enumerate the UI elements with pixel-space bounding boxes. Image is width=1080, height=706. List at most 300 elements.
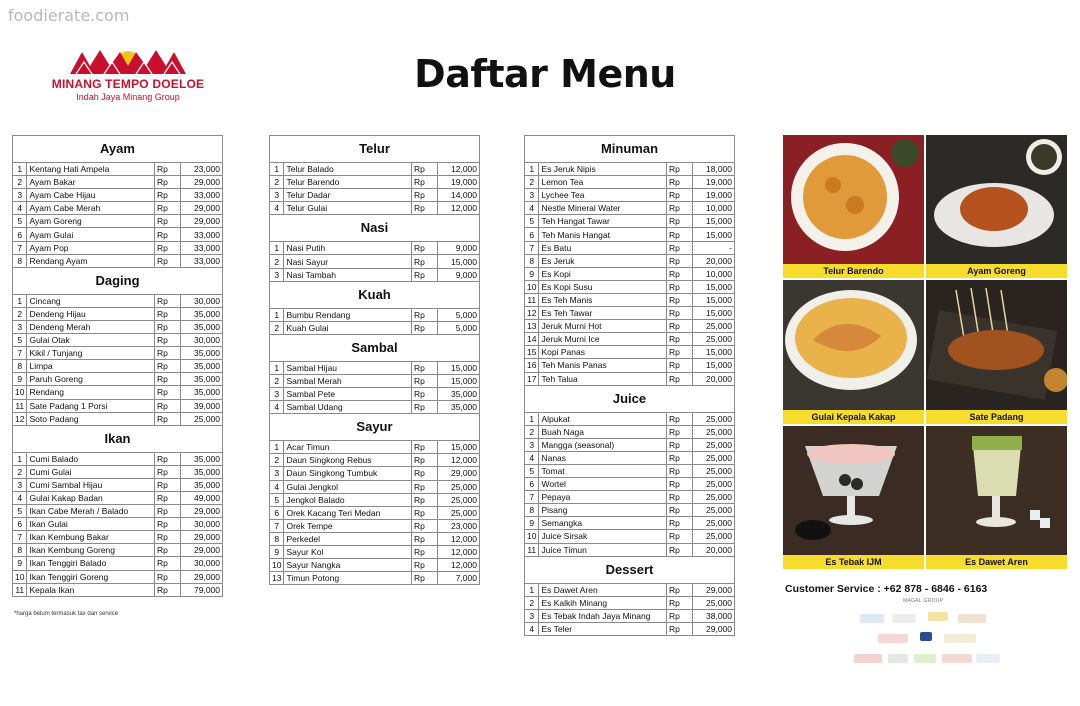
currency-label: Rp (412, 308, 438, 321)
item-number: 8 (525, 504, 539, 517)
item-number: 7 (13, 347, 27, 360)
item-name: Limpa (27, 360, 155, 373)
item-number: 7 (525, 241, 539, 254)
currency-label: Rp (667, 359, 693, 372)
menu-row (13, 557, 223, 570)
item-name: Cumi Gulai (27, 465, 155, 478)
item-name: Jeruk Murni Ice (539, 333, 667, 346)
currency-label: Rp (667, 504, 693, 517)
item-name: Perkedel (284, 532, 412, 545)
menu-row (270, 480, 480, 493)
item-name: Cincang (27, 294, 155, 307)
currency-label: Rp (667, 412, 693, 425)
item-name: Alpukat (539, 412, 667, 425)
item-number: 11 (525, 543, 539, 556)
item-price: 35,000 (181, 360, 223, 373)
menu-row (13, 176, 223, 189)
item-name: Telur Gulai (284, 202, 412, 215)
menu-row (270, 202, 480, 215)
item-name: Buah Naga (539, 425, 667, 438)
item-name: Nasi Sayur (284, 255, 412, 268)
menu-row (525, 254, 735, 267)
item-price: - (693, 241, 735, 254)
item-name: Sambal Pete (284, 388, 412, 401)
item-price: 25,000 (693, 530, 735, 543)
item-price: 25,000 (693, 425, 735, 438)
item-name: Ayam Gulai (27, 228, 155, 241)
item-name: Ayam Cabe Hijau (27, 189, 155, 202)
menu-row (525, 478, 735, 491)
item-price: 30,000 (181, 518, 223, 531)
menu-row (525, 293, 735, 306)
item-number: 7 (13, 241, 27, 254)
currency-label: Rp (155, 163, 181, 176)
currency-label: Rp (155, 215, 181, 228)
menu-row (13, 307, 223, 320)
section-header (270, 281, 480, 308)
item-number: 3 (13, 320, 27, 333)
menu-row (270, 268, 480, 281)
currency-label: Rp (155, 254, 181, 267)
section-header (525, 385, 735, 412)
item-number: 4 (270, 202, 284, 215)
item-number: 2 (270, 321, 284, 334)
currency-label: Rp (412, 374, 438, 387)
currency-label: Rp (667, 517, 693, 530)
menu-row (525, 163, 735, 176)
item-number: 3 (525, 438, 539, 451)
menu-table (12, 135, 223, 597)
photo-caption: Ayam Goreng (926, 264, 1067, 278)
item-price: 29,000 (181, 215, 223, 228)
currency-label: Rp (667, 478, 693, 491)
item-number: 10 (13, 570, 27, 583)
currency-label: Rp (667, 596, 693, 609)
item-number: 8 (270, 532, 284, 545)
currency-label: Rp (412, 388, 438, 401)
menu-row (13, 570, 223, 583)
item-price: 14,000 (438, 189, 480, 202)
currency-label: Rp (667, 254, 693, 267)
menu-row (525, 438, 735, 451)
item-price: 25,000 (438, 506, 480, 519)
item-price: 35,000 (438, 401, 480, 414)
menu-row (13, 163, 223, 176)
menu-row (525, 320, 735, 333)
partner-logo (892, 614, 916, 623)
item-price: 25,000 (438, 493, 480, 506)
section-header (270, 136, 480, 163)
menu-row (270, 493, 480, 506)
item-number: 5 (525, 464, 539, 477)
customer-service: Customer Service : +62 878 - 6846 - 6163 (785, 583, 988, 595)
item-price: 19,000 (693, 176, 735, 189)
item-number: 2 (525, 596, 539, 609)
menu-row (525, 596, 735, 609)
currency-label: Rp (412, 480, 438, 493)
item-name: Timun Potong (284, 572, 412, 585)
item-name: Es Dawet Aren (539, 583, 667, 596)
menu-row (13, 412, 223, 425)
partner-logo (860, 614, 884, 623)
item-name: Nanas (539, 451, 667, 464)
item-name: Semangka (539, 517, 667, 530)
item-number: 1 (270, 242, 284, 255)
currency-label: Rp (412, 506, 438, 519)
currency-label: Rp (155, 412, 181, 425)
menu-row (270, 176, 480, 189)
item-number: 10 (13, 386, 27, 399)
item-number: 7 (13, 531, 27, 544)
item-name: Sate Padang 1 Porsi (27, 399, 155, 412)
section-title: Sambal (270, 334, 480, 361)
currency-label: Rp (412, 321, 438, 334)
menu-row (270, 401, 480, 414)
currency-label: Rp (155, 583, 181, 596)
item-name: Cumi Sambal Hijau (27, 478, 155, 491)
item-price: 25,000 (693, 320, 735, 333)
currency-label: Rp (667, 583, 693, 596)
currency-label: Rp (667, 202, 693, 215)
item-number: 4 (270, 480, 284, 493)
item-name: Sambal Udang (284, 401, 412, 414)
menu-row (13, 373, 223, 386)
menu-row (525, 189, 735, 202)
item-number: 8 (525, 254, 539, 267)
section-header (13, 267, 223, 294)
price-footnote: *harga belum termasuk tax dan service (14, 611, 119, 617)
fried-egg-dish-photo (783, 135, 924, 278)
menu-row (525, 359, 735, 372)
partner-logo (942, 654, 972, 663)
item-number: 8 (13, 254, 27, 267)
item-price: 25,000 (693, 478, 735, 491)
item-price: 29,000 (181, 531, 223, 544)
item-number: 1 (13, 163, 27, 176)
currency-label: Rp (667, 241, 693, 254)
currency-label: Rp (412, 242, 438, 255)
currency-label: Rp (155, 478, 181, 491)
menu-row (525, 202, 735, 215)
menu-row (525, 280, 735, 293)
section-header (13, 136, 223, 163)
brand-logo (48, 46, 208, 110)
menu-row (13, 228, 223, 241)
item-number: 1 (270, 361, 284, 374)
menu-row (525, 176, 735, 189)
item-price: 29,000 (181, 505, 223, 518)
menu-row (13, 215, 223, 228)
menu-column-3 (524, 135, 735, 636)
currency-label: Rp (667, 491, 693, 504)
section-header (270, 215, 480, 242)
menu-row (525, 228, 735, 241)
item-price: 29,000 (181, 176, 223, 189)
item-number: 4 (13, 491, 27, 504)
menu-row (270, 506, 480, 519)
menu-row (13, 334, 223, 347)
currency-label: Rp (412, 454, 438, 467)
item-price: 35,000 (181, 373, 223, 386)
currency-label: Rp (155, 386, 181, 399)
item-price: 30,000 (181, 557, 223, 570)
item-name: Ikan Tenggiri Balado (27, 557, 155, 570)
item-price: 49,000 (181, 491, 223, 504)
item-name: Nestle Mineral Water (539, 202, 667, 215)
item-number: 2 (525, 425, 539, 438)
menu-row (525, 583, 735, 596)
currency-label: Rp (667, 320, 693, 333)
item-number: 10 (270, 559, 284, 572)
currency-label: Rp (155, 518, 181, 531)
menu-row (270, 242, 480, 255)
item-price: 35,000 (181, 320, 223, 333)
item-price: 12,000 (438, 202, 480, 215)
menu-row (13, 518, 223, 531)
section-title: Telur (270, 136, 480, 163)
item-name: Sambal Merah (284, 374, 412, 387)
item-price: 25,000 (438, 480, 480, 493)
item-name: Ikan Kembung Bakar (27, 531, 155, 544)
menu-row (525, 372, 735, 385)
partner-group-label: MAGAL GROUP (903, 598, 944, 604)
item-price: 29,000 (181, 570, 223, 583)
item-number: 6 (270, 506, 284, 519)
section-title: Dessert (525, 556, 735, 583)
item-name: Sayur Nangka (284, 559, 412, 572)
menu-row (13, 294, 223, 307)
item-price: 15,000 (693, 359, 735, 372)
section-header (13, 425, 223, 452)
item-price: 29,000 (181, 544, 223, 557)
currency-label: Rp (412, 189, 438, 202)
item-name: Jeruk Murni Hot (539, 320, 667, 333)
menu-row (525, 307, 735, 320)
item-price: 10,000 (693, 267, 735, 280)
menu-row (13, 320, 223, 333)
currency-label: Rp (155, 360, 181, 373)
item-number: 2 (270, 454, 284, 467)
item-name: Es Jeruk Nipis (539, 163, 667, 176)
currency-label: Rp (667, 372, 693, 385)
ice-dessert-photo (783, 426, 924, 569)
item-name: Es Kalkih Minang (539, 596, 667, 609)
currency-label: Rp (155, 399, 181, 412)
currency-label: Rp (155, 373, 181, 386)
item-name: Sayur Kol (284, 545, 412, 558)
item-name: Ikan Cabe Merah / Balado (27, 505, 155, 518)
currency-label: Rp (412, 559, 438, 572)
item-name: Lemon Tea (539, 176, 667, 189)
item-number: 11 (13, 583, 27, 596)
item-price: 35,000 (181, 465, 223, 478)
item-price: 15,000 (693, 307, 735, 320)
item-number: 2 (13, 307, 27, 320)
item-name: Kikil / Tunjang (27, 347, 155, 360)
item-price: 15,000 (693, 280, 735, 293)
item-number: 1 (525, 412, 539, 425)
item-price: 15,000 (693, 228, 735, 241)
item-price: 25,000 (693, 451, 735, 464)
item-name: Es Batu (539, 241, 667, 254)
menu-row (525, 543, 735, 556)
menu-row (270, 308, 480, 321)
partner-logo (928, 612, 948, 621)
item-number: 13 (270, 572, 284, 585)
menu-row (525, 451, 735, 464)
menu-row (270, 361, 480, 374)
menu-row (13, 386, 223, 399)
item-number: 3 (270, 189, 284, 202)
currency-label: Rp (155, 176, 181, 189)
item-price: 15,000 (693, 215, 735, 228)
currency-label: Rp (667, 609, 693, 622)
currency-label: Rp (667, 307, 693, 320)
item-name: Ikan Gulai (27, 518, 155, 531)
partner-logo (920, 632, 932, 641)
item-number: 4 (525, 451, 539, 464)
item-number: 1 (525, 163, 539, 176)
item-name: Juice Sirsak (539, 530, 667, 543)
item-price: 25,000 (693, 517, 735, 530)
photo-caption: Es Dawet Aren (926, 555, 1067, 569)
item-name: Es Jeruk (539, 254, 667, 267)
item-number: 11 (525, 293, 539, 306)
item-name: Jengkol Balado (284, 493, 412, 506)
item-price: 15,000 (693, 346, 735, 359)
section-header (270, 334, 480, 361)
currency-label: Rp (155, 452, 181, 465)
item-number: 2 (270, 255, 284, 268)
item-name: Es Teler (539, 622, 667, 635)
item-price: 30,000 (181, 334, 223, 347)
menu-row (13, 452, 223, 465)
menu-row (525, 346, 735, 359)
menu-table (524, 135, 735, 636)
menu-row (525, 267, 735, 280)
currency-label: Rp (155, 228, 181, 241)
item-number: 9 (525, 267, 539, 280)
currency-label: Rp (155, 294, 181, 307)
currency-label: Rp (155, 241, 181, 254)
item-name: Teh Manis Panas (539, 359, 667, 372)
satay-photo (926, 280, 1067, 423)
menu-row (270, 321, 480, 334)
currency-label: Rp (155, 202, 181, 215)
section-title: Kuah (270, 281, 480, 308)
currency-label: Rp (155, 531, 181, 544)
item-price: 15,000 (438, 255, 480, 268)
item-price: 15,000 (438, 441, 480, 454)
item-name: Telur Barendo (284, 176, 412, 189)
currency-label: Rp (155, 465, 181, 478)
item-price: 20,000 (693, 254, 735, 267)
item-name: Paruh Goreng (27, 373, 155, 386)
menu-row (13, 399, 223, 412)
item-name: Rendang Ayam (27, 254, 155, 267)
menu-row (270, 572, 480, 585)
item-name: Ikan Kembung Goreng (27, 544, 155, 557)
menu-row (13, 360, 223, 373)
currency-label: Rp (412, 519, 438, 532)
section-title: Minuman (525, 136, 735, 163)
currency-label: Rp (667, 176, 693, 189)
item-number: 4 (525, 622, 539, 635)
item-name: Kentang Hati Ampela (27, 163, 155, 176)
item-name: Ayam Pop (27, 241, 155, 254)
menu-row (270, 189, 480, 202)
item-name: Teh Talua (539, 372, 667, 385)
currency-label: Rp (155, 334, 181, 347)
menu-row (13, 254, 223, 267)
item-name: Gulai Kakap Badan (27, 491, 155, 504)
item-price: 79,000 (181, 583, 223, 596)
item-name: Pisang (539, 504, 667, 517)
currency-label: Rp (412, 163, 438, 176)
menu-row (270, 441, 480, 454)
section-header (270, 414, 480, 441)
item-price: 25,000 (693, 438, 735, 451)
item-price: 29,000 (438, 467, 480, 480)
currency-label: Rp (667, 163, 693, 176)
currency-label: Rp (667, 189, 693, 202)
item-number: 1 (13, 294, 27, 307)
currency-label: Rp (667, 622, 693, 635)
item-price: 20,000 (693, 543, 735, 556)
section-title: Sayur (270, 414, 480, 441)
currency-label: Rp (155, 491, 181, 504)
item-name: Tomat (539, 464, 667, 477)
item-name: Dendeng Hijau (27, 307, 155, 320)
menu-table (269, 135, 480, 585)
item-price: 19,000 (693, 189, 735, 202)
item-number: 17 (525, 372, 539, 385)
partner-logo (878, 634, 908, 643)
item-number: 9 (525, 517, 539, 530)
item-name: Teh Manis Hangat (539, 228, 667, 241)
menu-row (13, 241, 223, 254)
menu-row (13, 347, 223, 360)
item-number: 1 (270, 441, 284, 454)
item-price: 38,000 (693, 609, 735, 622)
item-number: 8 (13, 544, 27, 557)
item-number: 1 (270, 163, 284, 176)
menu-row (270, 467, 480, 480)
item-number: 12 (13, 412, 27, 425)
item-price: 25,000 (693, 464, 735, 477)
partner-logo (914, 654, 936, 663)
menu-row (525, 504, 735, 517)
item-number: 12 (525, 307, 539, 320)
item-number: 16 (525, 359, 539, 372)
minang-roof-icon (68, 46, 188, 76)
menu-row (13, 478, 223, 491)
item-name: Es Teh Manis (539, 293, 667, 306)
item-number: 3 (13, 478, 27, 491)
currency-label: Rp (667, 215, 693, 228)
currency-label: Rp (667, 228, 693, 241)
item-name: Orek Kacang Teri Medan (284, 506, 412, 519)
item-price: 35,000 (438, 388, 480, 401)
menu-row (13, 583, 223, 596)
menu-row (525, 215, 735, 228)
item-number: 4 (13, 202, 27, 215)
item-price: 12,000 (438, 163, 480, 176)
item-name: Es Tebak Indah Jaya Minang (539, 609, 667, 622)
menu-row (525, 530, 735, 543)
menu-row (13, 202, 223, 215)
currency-label: Rp (155, 347, 181, 360)
